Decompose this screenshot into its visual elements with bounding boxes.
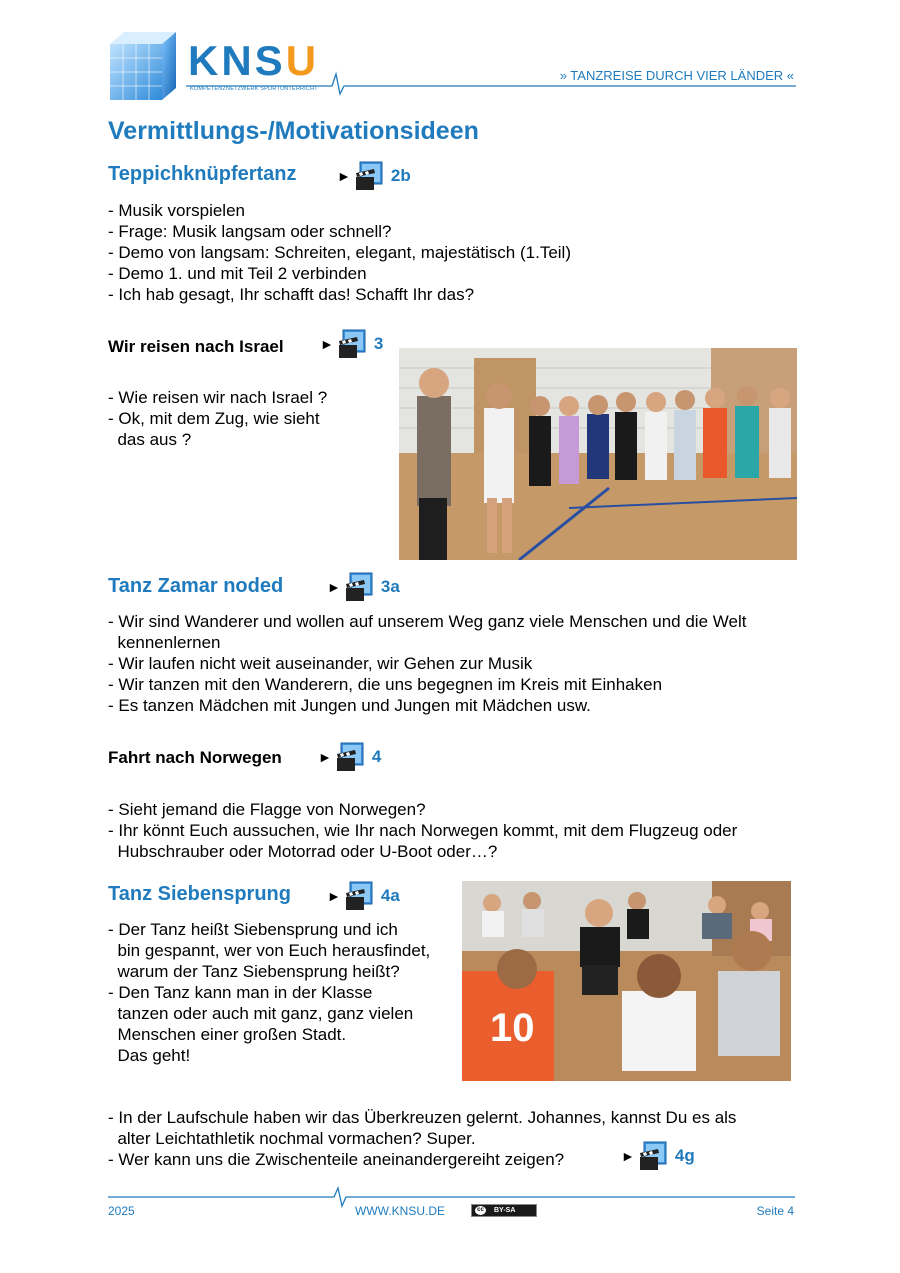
list-item: - Ihr könnt Euch aussuchen, wie Ihr nach Norwegen kommt, mit dem Flugzeug oder — [108, 821, 738, 840]
document-title: » TANZREISE DURCH VIER LÄNDER « — [559, 68, 794, 83]
list-item: - Demo von langsam: Schreiten, elegant, majestätisch (1.Teil) — [108, 243, 571, 262]
list-item: Das geht! — [108, 1046, 191, 1065]
video-ref-number: 4g — [674, 1146, 695, 1165]
section-title-teppichknuepfertanz: Teppichknüpfertanz — [108, 163, 297, 185]
play-arrow-icon: ► — [327, 579, 341, 595]
video-link-4[interactable] — [318, 741, 381, 773]
list-item: Hubschrauber oder Motorrad oder U-Boot oder…? — [108, 842, 498, 861]
video-clapper-icon — [344, 880, 374, 912]
footer-year: 2025 — [108, 1204, 135, 1218]
logo-wordmark: KNSU — [188, 37, 320, 84]
list-item: alter Leichtathletik nochmal vormachen? Super. — [108, 1129, 476, 1148]
play-arrow-icon: ► — [337, 168, 351, 184]
section-title-israel: Wir reisen nach Israel — [108, 337, 284, 356]
play-arrow-icon: ► — [318, 749, 332, 765]
list-item: - Ok, mit dem Zug, wie sieht — [108, 409, 320, 428]
section-title-norwegen: Fahrt nach Norwegen — [108, 748, 282, 767]
video-link-4g[interactable] — [621, 1140, 695, 1172]
list-item: warum der Tanz Siebensprung heißt? — [108, 962, 400, 981]
section-list-israel — [108, 387, 327, 450]
list-item: kennenlernen — [108, 633, 221, 652]
video-clapper-icon — [337, 328, 367, 360]
video-ref-number: 3a — [380, 577, 400, 596]
video-clapper-icon — [344, 571, 374, 603]
list-item: - Musik vorspielen — [108, 201, 245, 220]
list-item: - Wer kann uns die Zwischenteile aneinandergereiht zeigen? — [108, 1150, 565, 1169]
section-title-siebensprung: Tanz Siebensprung — [108, 883, 291, 905]
list-item: Menschen einer großen Stadt. — [108, 1025, 347, 1044]
list-item: - Den Tanz kann man in der Klasse — [108, 983, 373, 1002]
list-item: - Der Tanz heißt Siebensprung und ich — [108, 920, 398, 939]
svg-text:10: 10 — [490, 1006, 535, 1050]
video-clapper-icon — [638, 1140, 668, 1172]
list-item: - Wir sind Wanderer und wollen auf unserem Weg ganz viele Menschen und die Welt — [108, 612, 747, 631]
footer-website-link[interactable]: WWW.KNSU.DE — [355, 1204, 445, 1218]
header — [0, 0, 900, 105]
list-item: - Wir laufen nicht weit auseinander, wir Gehen zur Musik — [108, 654, 533, 673]
section-list-teppichknuepfertanz — [108, 200, 571, 305]
list-item: bin gespannt, wer von Euch herausfindet, — [108, 941, 431, 960]
list-item: - Ich hab gesagt, Ihr schafft das! Schafft Ihr das? — [108, 285, 475, 304]
play-arrow-icon: ► — [320, 336, 334, 352]
list-item: das aus ? — [108, 430, 192, 449]
list-item: - Frage: Musik langsam oder schnell? — [108, 222, 392, 241]
section-list-zamar-noded — [108, 611, 746, 716]
list-item: - Sieht jemand die Flagge von Norwegen? — [108, 800, 426, 819]
video-clapper-icon — [354, 160, 384, 192]
video-link-4a[interactable] — [327, 880, 400, 912]
video-link-3a[interactable] — [327, 571, 400, 603]
list-item: - Es tanzen Mädchen mit Jungen und Jungen mit Mädchen usw. — [108, 696, 591, 715]
play-arrow-icon: ► — [327, 888, 341, 904]
video-ref-number: 2b — [390, 166, 411, 185]
list-item: - Wir tanzen mit den Wanderern, die uns begegnen im Kreis mit Einhaken — [108, 675, 663, 694]
photo-children-train — [399, 348, 797, 560]
footer-page-number: Seite 4 — [756, 1204, 794, 1218]
list-item: - Demo 1. und mit Teil 2 verbinden — [108, 264, 367, 283]
page-title: Vermittlungs-/Motivationsideen — [108, 117, 479, 145]
list-item: - Wie reisen wir nach Israel ? — [108, 388, 328, 407]
section-list-siebensprung — [108, 919, 430, 1066]
logo-subtitle: KOMPETENZNETZWERK SPORTUNTERRICHT — [190, 86, 318, 92]
footer-rule — [108, 1186, 795, 1208]
list-item: tanzen oder auch mit ganz, ganz vielen — [108, 1004, 414, 1023]
knsu-cube-logo — [106, 30, 180, 102]
video-link-2b[interactable] — [337, 160, 411, 192]
section-title-zamar-noded: Tanz Zamar noded — [108, 575, 284, 597]
video-clapper-icon — [335, 741, 365, 773]
video-ref-number: 3 — [373, 334, 384, 353]
license-label: BY-SA — [494, 1207, 516, 1214]
play-arrow-icon: ► — [621, 1148, 635, 1164]
photo-children-sitting — [462, 881, 791, 1081]
cc-icon: cc — [475, 1206, 486, 1215]
video-ref-number: 4a — [380, 886, 400, 905]
video-ref-number: 4 — [371, 747, 382, 766]
license-badge — [471, 1204, 537, 1217]
list-item: - In der Laufschule haben wir das Überkreuzen gelernt. Johannes, kannst Du es als — [108, 1108, 737, 1127]
section-list-norwegen — [108, 799, 737, 862]
video-link-3[interactable] — [320, 328, 383, 360]
